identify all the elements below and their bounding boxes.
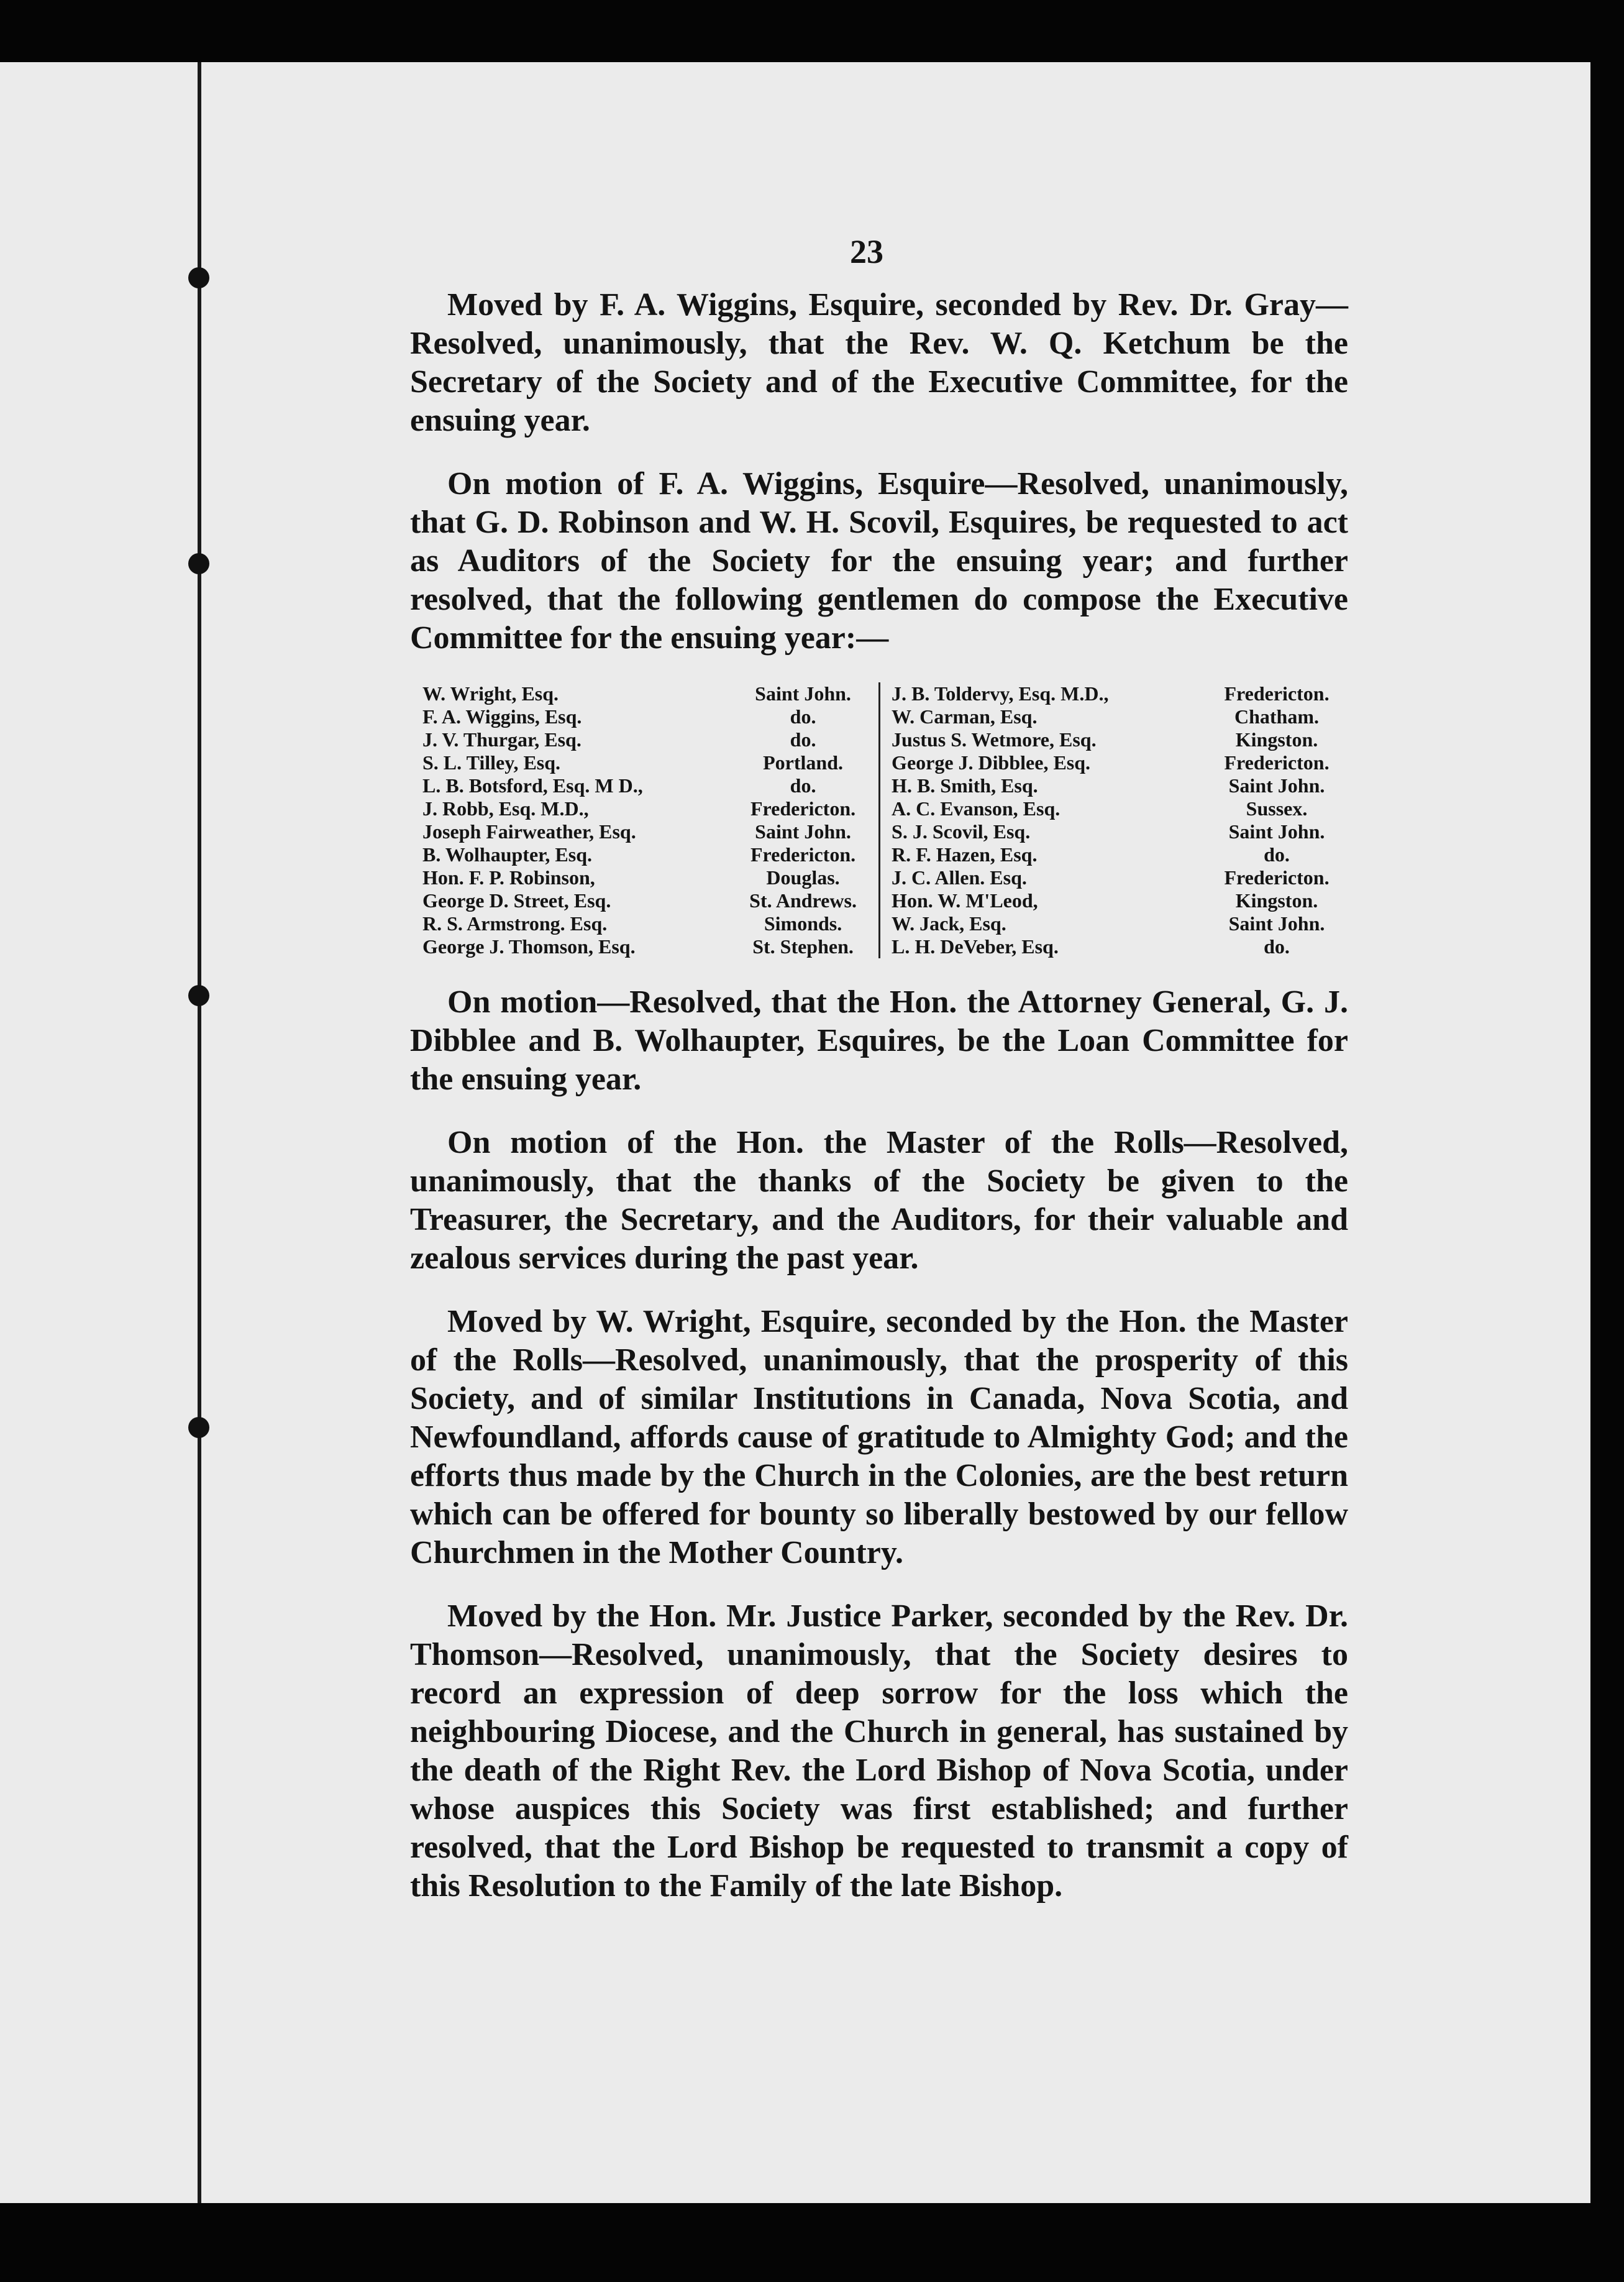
member-name: J. C. Allen. Esq. [892,866,1027,889]
member-name: J. B. Toldervy, Esq. M.D., [892,682,1109,705]
paragraph: Moved by W. Wright, Esquire, seconded by the Hon. the Master of the Rolls—Resolved, unanimously, that the prosperity of this Society, and of similar Institutions in Canada, Nova Scotia, and Newfoundland, affords cause of gratitude to Almighty God; and the efforts thus made by the Church in the Colonies, are the best return which can be offered for bounty so liberally bestowed by our fellow Churchmen in the Mother Country. [410,1304,1348,1570]
member-name: Hon. W. M'Leod, [892,889,1038,912]
member-place: do. [790,705,816,728]
member-name: W. Carman, Esq. [892,705,1038,728]
member-place: do. [1264,935,1290,958]
member-name: George J. Dibblee, Esq. [892,751,1091,774]
member-place: do. [790,728,816,751]
member-place: Fredericton. [1224,866,1330,889]
member-name: H. B. Smith, Esq. [892,774,1038,797]
binding-stitch [188,1417,209,1438]
binding-stitch [188,553,209,574]
page-content [410,218,1348,1930]
member-place: Chatham. [1234,705,1319,728]
member-name: R. S. Armstrong. Esq. [422,912,608,935]
member-name: George J. Thomson, Esq. [422,935,636,958]
member-name: Joseph Fairweather, Esq. [422,820,636,843]
binding-stitch [188,985,209,1006]
member-place: Saint John. [1228,912,1325,935]
member-name: W. Jack, Esq. [892,912,1006,935]
member-name: B. Wolhaupter, Esq. [422,843,592,866]
paragraph: On motion—Resolved, that the Hon. the Attorney General, G. J. Dibblee and B. Wolhaupter, Esquires, be the Loan Committee for the ensuing year. [410,984,1348,1097]
member-name: S. L. Tilley, Esq. [422,751,561,774]
committee-column-right [880,682,1348,958]
member-place: Fredericton. [1224,751,1330,774]
member-name: George D. Street, Esq. [422,889,611,912]
member-place: St. Andrews. [749,889,857,912]
member-place: Sussex. [1246,797,1308,820]
paragraph: Moved by F. A. Wiggins, Esquire, seconded by Rev. Dr. Gray—Resolved, unanimously, that the Rev. W. Q. Ketchum be the Secretary of the Society and of the Executive Committee, for the ensuing year. [410,287,1348,438]
member-place: Saint John. [755,682,851,705]
member-place: Fredericton. [1224,682,1330,705]
member-place: Fredericton. [750,797,856,820]
committee-list [422,682,1348,958]
committee-column-left [422,682,880,958]
member-name: R. F. Hazen, Esq. [892,843,1038,866]
member-place: do. [1264,843,1290,866]
binding-stitch [188,267,209,288]
member-name: Justus S. Wetmore, Esq. [892,728,1097,751]
member-name: J. Robb, Esq. M.D., [422,797,589,820]
member-name: J. V. Thurgar, Esq. [422,728,582,751]
member-place: Kingston. [1235,728,1318,751]
paragraph: On motion of the Hon. the Master of the Rolls—Resolved, unanimously, that the thanks of the Society be given to the Treasurer, the Secretary, and the Auditors, for their valuable and zealous services during the past year. [410,1125,1348,1276]
member-place: Kingston. [1235,889,1318,912]
member-name: F. A. Wiggins, Esq. [422,705,582,728]
member-place: Portland. [763,751,843,774]
member-place: St. Stephen. [752,935,854,958]
member-place: do. [790,774,816,797]
member-name: A. C. Evanson, Esq. [892,797,1061,820]
member-name: L. H. DeVeber, Esq. [892,935,1059,958]
paragraph: On motion of F. A. Wiggins, Esquire—Resolved, unanimously, that G. D. Robinson and W. H. Scovil, Esquires, be requested to act as Auditors of the Society for the ensuing year; and further resolved, that the following gentlemen do compose the Executive Committee for the ensuing year:— [410,466,1348,656]
member-name: S. J. Scovil, Esq. [892,820,1031,843]
member-place: Saint John. [1228,774,1325,797]
member-place: Douglas. [766,866,840,889]
member-name: Hon. F. P. Robinson, [422,866,595,889]
member-name: W. Wright, Esq. [422,682,559,705]
member-name: L. B. Botsford, Esq. M D., [422,774,643,797]
member-place: Saint John. [1228,820,1325,843]
member-place: Fredericton. [750,843,856,866]
scan-border [1590,62,1624,2203]
page-number: 23 [850,233,883,270]
binding-spine [198,62,201,2203]
member-place: Simonds. [764,912,842,935]
paragraph: Moved by the Hon. Mr. Justice Parker, seconded by the Rev. Dr. Thomson—Resolved, unanimously, that the Society desires to record an expression of deep sorrow for the loss which the neighbouring Diocese, and the Church in general, has sustained by the death of the Right Rev. the Lord Bishop of Nova Scotia, under whose auspices this Society was first established; and further resolved, that the Lord Bishop be requested to transmit a copy of this Resolution to the Family of the late Bishop. [410,1598,1348,1904]
member-place: Saint John. [755,820,851,843]
